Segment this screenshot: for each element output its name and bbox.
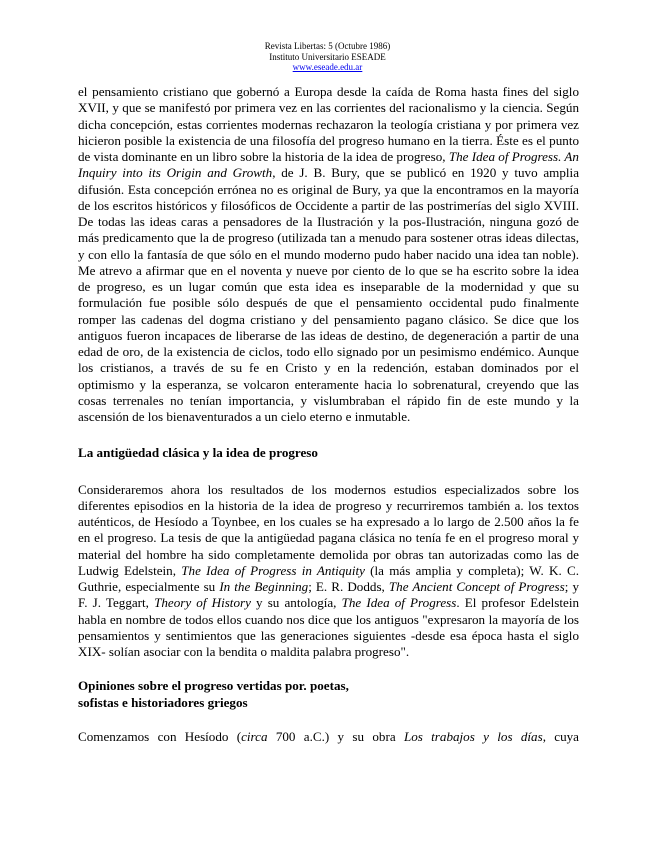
page-header: [0, 41, 655, 73]
book-title-bury: The Idea of Progress. An Inquiry into its Origin and Growth: [78, 149, 579, 181]
institution-name: Instituto Universitario ESEADE: [269, 51, 386, 62]
book-title-guthrie: In the Beginning: [219, 579, 309, 594]
section-heading-1: La antigüedad clásica y la idea de progreso: [78, 445, 318, 461]
book-title-teggart-anthology: The Idea of Progress: [341, 595, 457, 611]
paragraph-2: Consideraremos ahora los resultados de los modernos estudios especializados sobre los diferentes episodios en la historia de la idea de progreso y recurriremos también a. los textos auténticos, de Hesíodo a Toynbee, en los cuales se ha expresado a lo largo de 2.500 años la fe en el progreso. La tesis de que la antigüedad pagana clásica no tenía fe en el progreso moral y material del hombre ha sido completamente demolida por obras tan autorizadas como las de Ludwig Edelstein, The Idea of Progress in Antiquity (la más amplia y completa); W. K. C. Guthrie, especialmente su In the Beginning; E. R. Dodds, The Ancient Concept of Progress; y F. J. Teggart, Theory of History y su antología, The Idea of Progress. El profesor Edelstein habla en nombre de todos ellos cuando nos dice que los antiguos "expresaron la mayoría de los pensamientos y sentimientos que las generaciones siguientes -desde esa época hasta el siglo XIX- solían asociar con la bendita o maldita palabra progreso".: [78, 481, 580, 659]
paragraph-3: Comenzamos con Hesíodo (circa 700 a.C.) y su obra Los trabajos y los días, cuya: [78, 728, 579, 744]
article-body: [78, 84, 579, 745]
book-title-hesiod: Los trabajos y los días: [403, 728, 543, 744]
journal-citation: Revista Libertas: 5 (Octubre 1986): [264, 41, 391, 51]
paragraph-1: el pensamiento cristiano que gobernó a Europa desde la caída de Roma hasta fines del siglo XVII, y que se manifestó por primera vez en las corrientes del racionalismo y la ciencia. Según dicha concepción, estas corrientes modernas rechazaron la teología cristiana y por primera vez hicieron posible la existencia de una filosofía del progreso humano en la tierra. Éste es el punto de vista dominante en un libro sobre la historia de la idea de progreso, The Idea of Progress. An Inquiry into its Origin and Growth, de J. B. Bury, que se publicó en 1920 y tuvo amplia difusión. Esta concepción errónea no es original de Bury, ya que la encontramos en la mayoría de los escritos históricos y filosóficos de Occidente a partir de las postrimerías del siglo XVIII. De todas las ideas caras a pensadores de la Ilustración y la pos-Ilustración, ninguna gozó de más predicamento que la de progreso (utilizada tan a menudo para sostener otras ideas dilectas, y con ello la fantasía de que sólo en el mundo moderno pudo haber nacido una idea tan noble). Me atrevo a afirmar que en el noventa y nueve por ciento de lo que se ha escrito sobre la idea de progreso, es un lugar común que esta idea es inseparable de la modernidad y que su formulación fue posible sólo después de que el pensamiento occidental pudo finalmente romper las cadenas del dogma cristiano y del pensamiento pagano clásico. Se dice que los antiguos fueron incapaces de liberarse de las ideas de destino, de degeneración a partir de una edad de oro, de la existencia de ciclos, todo ello signado por un pesimismo endémico. Aunque los cristianos, a través de su fe en Cristo y en la redención, estaban dominados por el optimismo y la esperanza, se volcaron enteramente hacia lo sobrenatural, creyendo que las cosas terrenales no tenían importancia, y vislumbraban el rápido fin de este mundo y la ascensión de los bienaventurados a un cielo eterno e inmutable.: [78, 84, 579, 424]
book-title-edelstein: The Idea of Progress in Antiquity: [181, 562, 365, 578]
book-title-teggart: Theory of History: [154, 595, 251, 611]
website-link[interactable]: www.eseade.edu.ar: [292, 62, 363, 72]
section-heading-2: Opiniones sobre el progreso vertidas por. poetas, sofistas e historiadores griegos: [78, 678, 349, 710]
book-title-dodds: The Ancient Concept of Progress: [388, 579, 565, 594]
